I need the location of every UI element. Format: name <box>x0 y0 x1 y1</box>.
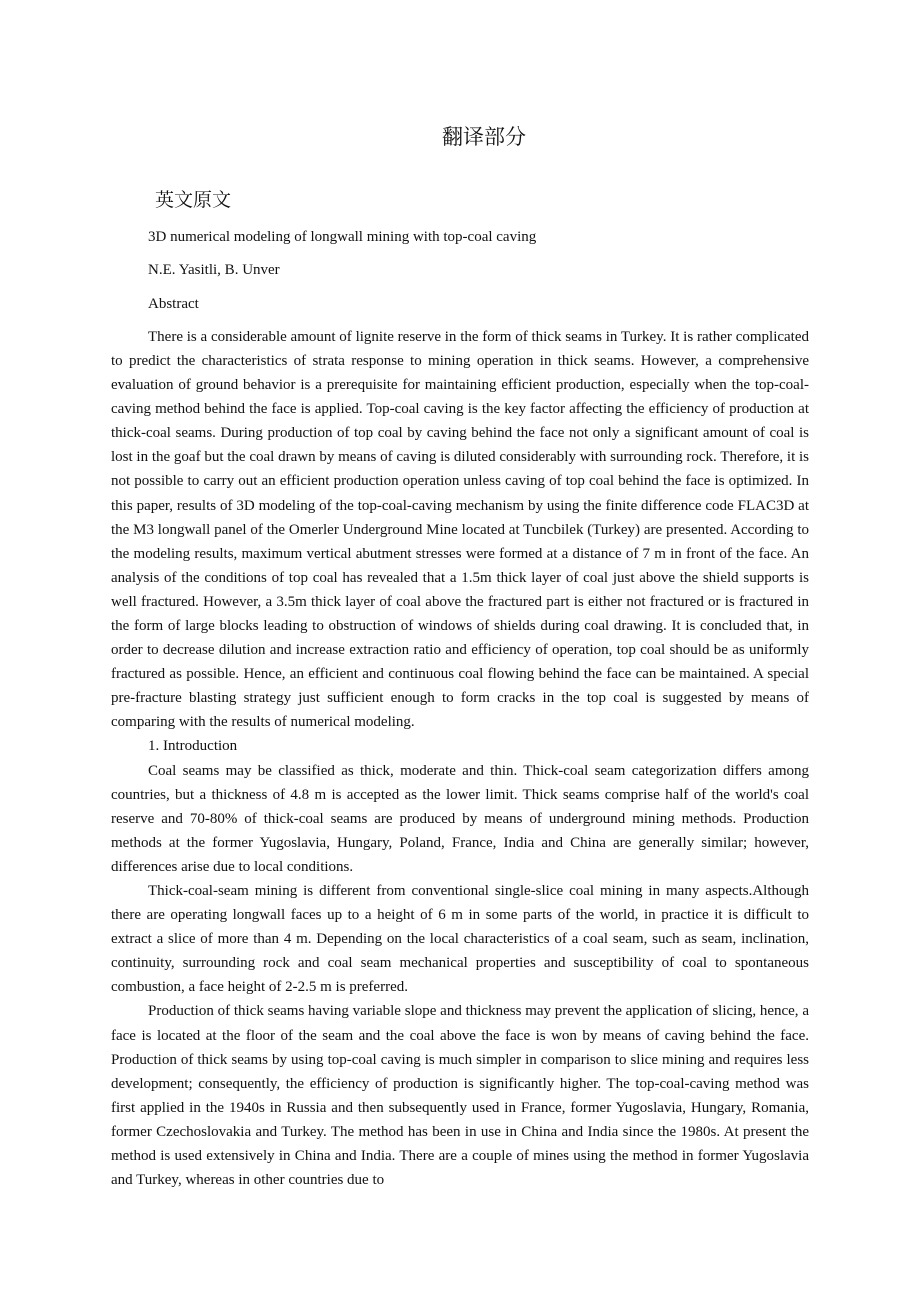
body-paragraph: Production of thick seams having variable slope and thickness may prevent the application of slicing, hence, a face is located at the floor of the seam and the coal above the face is won by means of caving behind the face. Production of thick seams by using top-coal caving is much simpler in comparison to slice mining and requires less development; consequently, the efficiency of production is significantly higher. The top-coal-caving method was first applied in the 1940s in Russia and then subsequently used in France, former Yugoslavia, Hungary, Romania, former Czechoslovakia and Turkey. The method has been in use in China and India since the 1980s. At present the method is used extensively in China and India. There are a couple of mines using the method in former Yugoslavia and Turkey, whereas in other countries due to <box>111 1003 809 1189</box>
paper-authors: N.E. Yasitli, B. Unver <box>148 262 280 279</box>
abstract-paragraph: There is a considerable amount of lignite reserve in the form of thick seams in Turkey. It is rather complicated to predict the characteristics of strata response to mining operation in thick seams. However, a comprehensive evaluation of ground behavior is a prerequisite for maintaining efficient production, especially when the top-coal-caving method behind the face is applied. Top-coal caving is the key factor affecting the efficiency of production at thick-coal seams. During production of top coal by caving behind the face not only a significant amount of coal is lost in the goaf but the coal drawn by means of caving is diluted considerably with surrounding rock. Therefore, it is not possible to carry out an efficient production operation unless caving of top coal behind the face is optimized. In this paper, results of 3D modeling of the top-coal-caving mechanism by using the finite difference code FLAC3D at the M3 longwall panel of the Omerler Underground Mine located at Tuncbilek (Turkey) are presented. According to the modeling results, maximum vertical abutment stresses were formed at a distance of 7 m in front of the face. An analysis of the conditions of top coal has revealed that a 1.5m thick layer of coal just above the shield supports is well fractured. However, a 3.5m thick layer of coal above the fractured part is either not fractured or is fractured in the form of large blocks leading to obstruction of windows of shields during coal drawing. It is concluded that, in order to decrease dilution and increase extraction ratio and efficiency of operation, top coal should be as uniformly fractured as possible. Hence, an efficient and continuous coal flowing behind the face can be maintained. A special pre-fracture blasting strategy just sufficient enough to form cracks in the top coal is suggested by means of comparing with the results of numerical modeling. <box>111 328 809 731</box>
body-paragraph: Thick-coal-seam mining is different from conventional single-slice coal mining in many aspects.Although there are operating longwall faces up to a height of 6 m in some parts of the world, in practice it is difficult to extract a slice of more than 4 m. Depending on the local characteristics of a coal seam, such as seam, inclination, continuity, surrounding rock and coal seam mechanical properties and susceptibility of coal to spontaneous combustion, a face height of 2-2.5 m is preferred. <box>111 883 809 996</box>
document-body <box>111 225 809 1192</box>
translation-section-heading: 翻译部分 <box>442 125 526 149</box>
original-text-subheading: 英文原文 <box>155 189 232 211</box>
abstract-label: Abstract <box>148 295 199 312</box>
body-paragraph: Coal seams may be classified as thick, moderate and thin. Thick-coal seam categorization differs among countries, but a thickness of 4.8 m is accepted as the lower limit. Thick seams comprise half of the world's coal reserve and 70-80% of thick-coal seams are produced by means of underground mining methods. Production methods at the former Yugoslavia, Hungary, Poland, France, India and China are generally similar; however, differences arise due to local conditions. <box>111 762 809 875</box>
introduction-heading: 1. Introduction <box>148 738 238 755</box>
paper-title: 3D numerical modeling of longwall mining with top-coal caving <box>148 229 537 245</box>
